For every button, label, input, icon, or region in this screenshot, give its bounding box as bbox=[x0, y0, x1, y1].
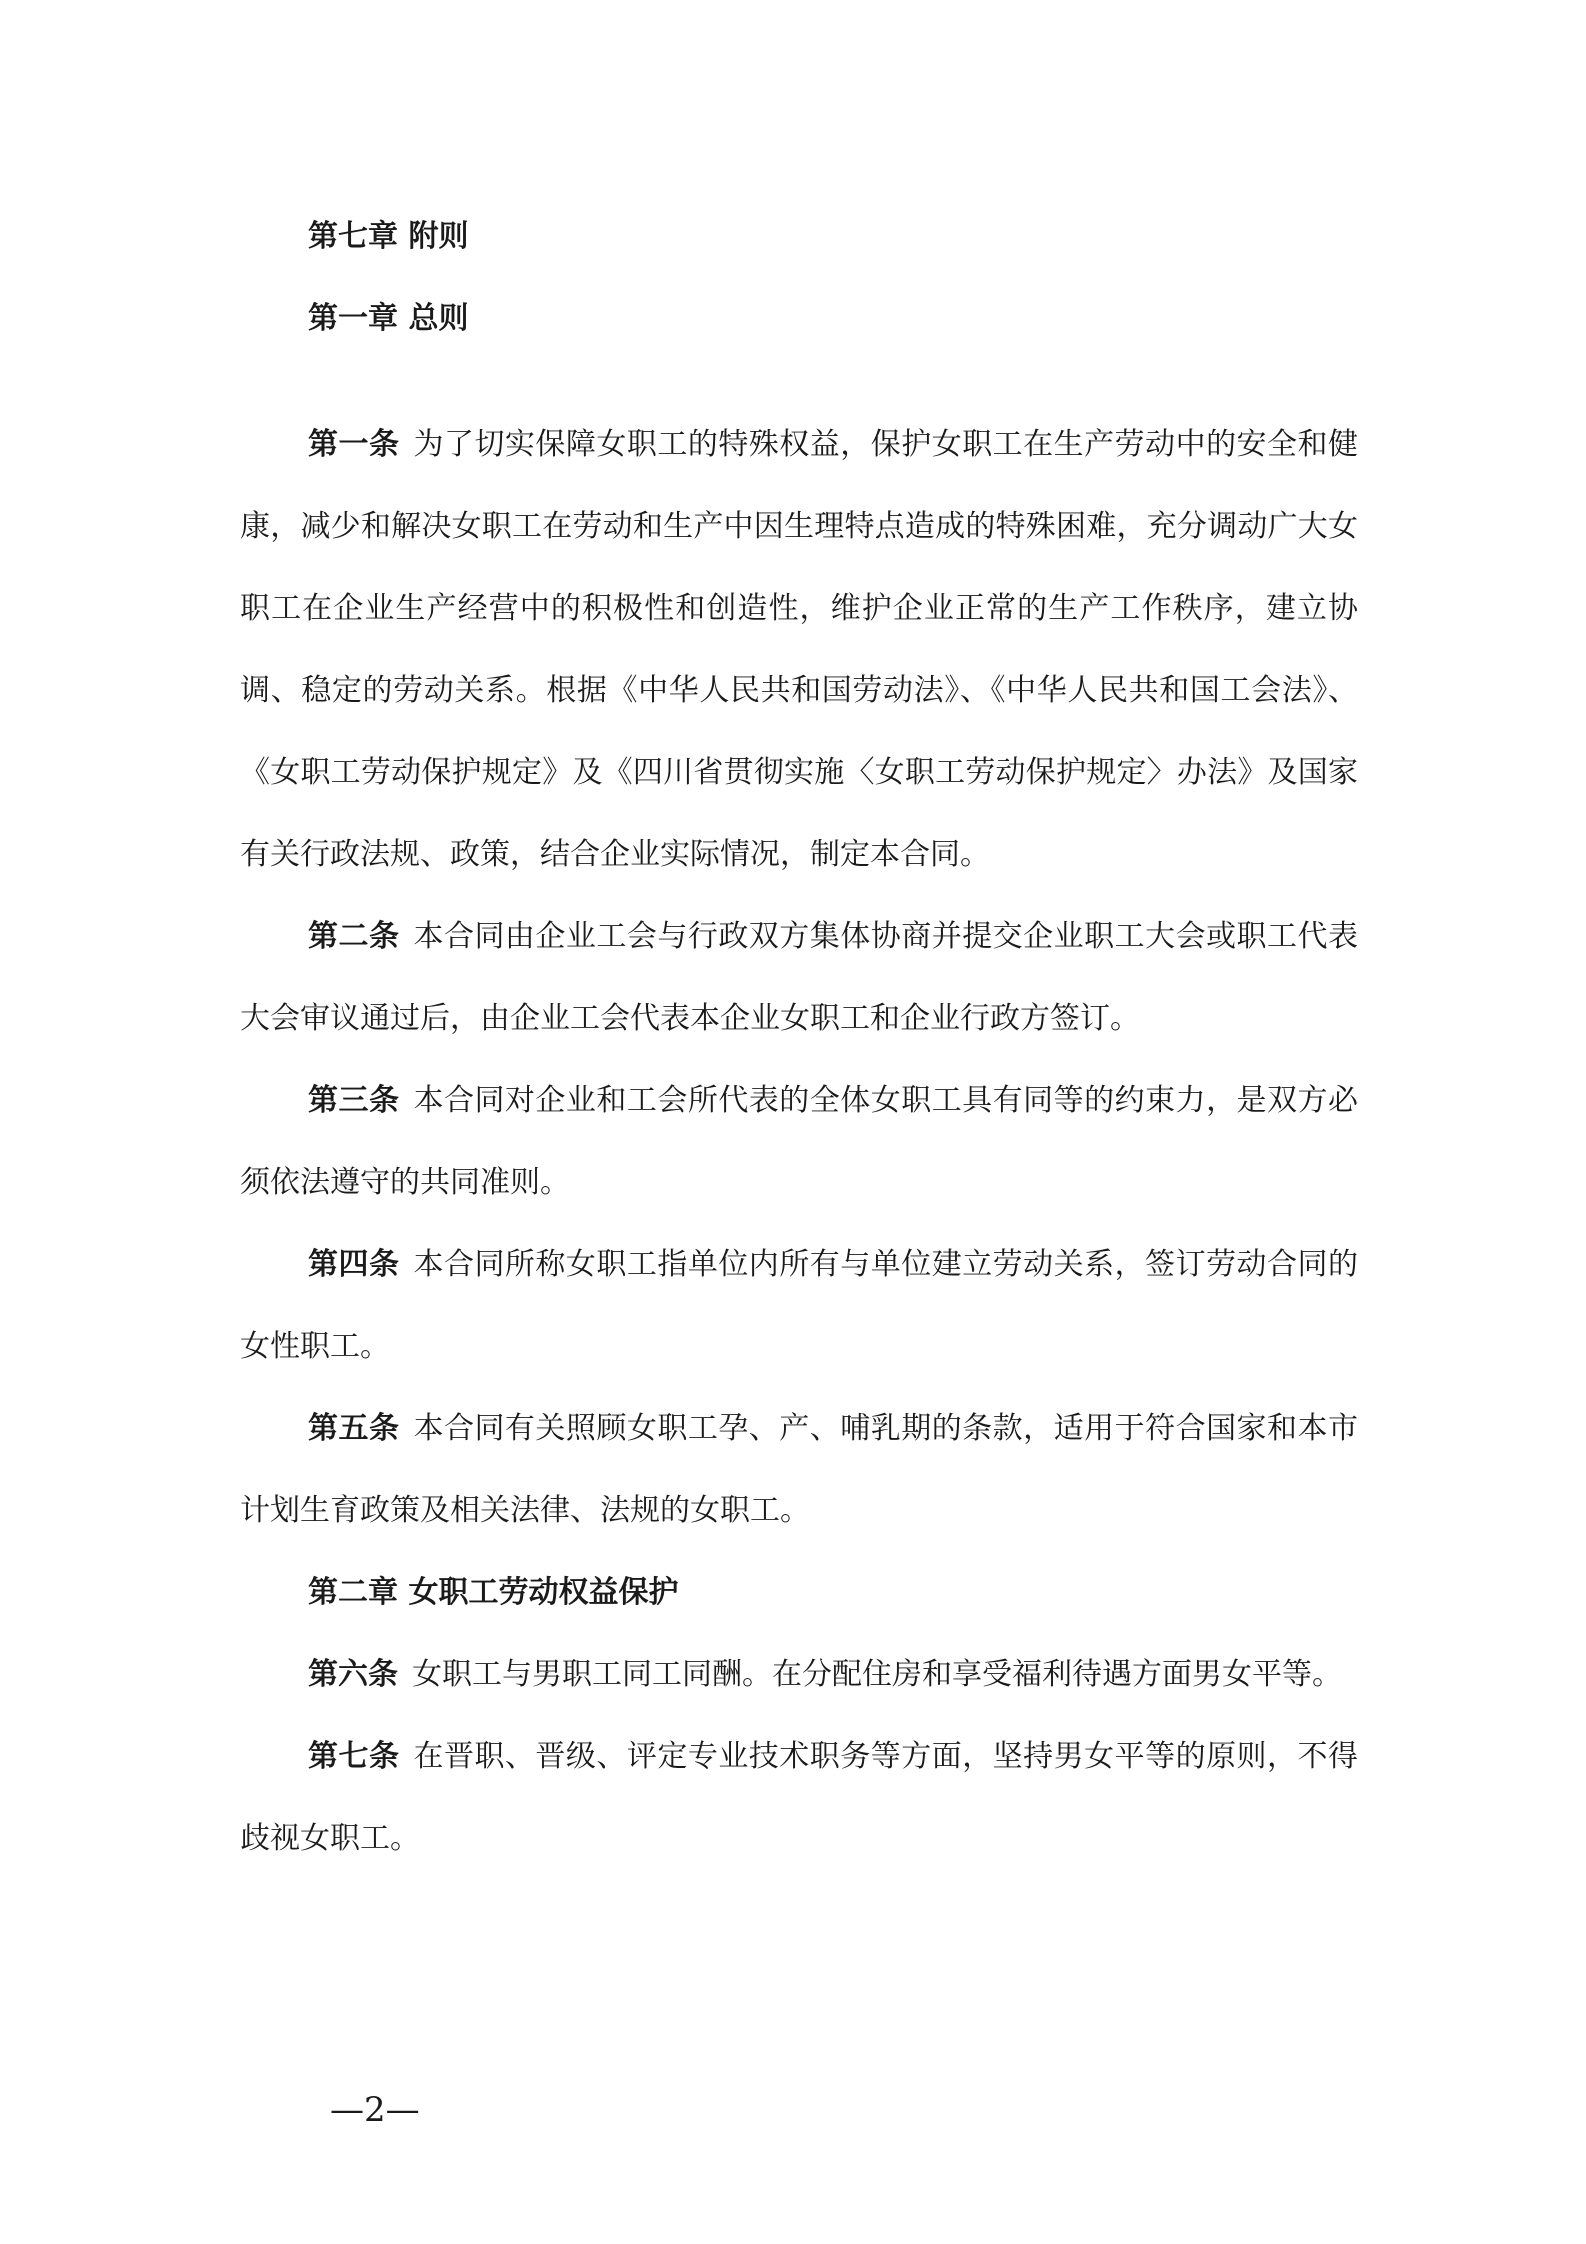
article-number: 第六条 bbox=[308, 1657, 398, 1692]
article-4 bbox=[240, 1224, 1358, 1388]
article-7 bbox=[240, 1716, 1358, 1880]
article-6 bbox=[240, 1634, 1358, 1716]
article-number: 第五条 bbox=[308, 1411, 400, 1446]
article-number: 第三条 bbox=[308, 1083, 400, 1118]
chapter-2-heading: 第二章 女职工劳动权益保护 bbox=[308, 1575, 679, 1610]
document-body bbox=[240, 196, 1358, 1880]
article-1 bbox=[240, 404, 1358, 896]
article-number: 第二条 bbox=[308, 919, 400, 954]
section-spacer bbox=[240, 360, 1358, 404]
article-text: 女职工与男职工同工同酬。在分配住房和享受福利待遇方面男女平等。 bbox=[412, 1657, 1342, 1692]
article-text: 为了切实保障女职工的特殊权益，保护女职工在生产劳动中的安全和健康，减少和解决女职工在劳动和生产中因生理特点造成的特殊困难，充分调动广大女职工在企业生产经营中的积极性和创造性，维护企业正常的生产工作秩序，建立协调、稳定的劳动关系。根据《中华人民共和国劳动法》、《中华人民共和国工会法》、《女职工劳动保护规定》及《四川省贯彻实施〈女职工劳动保护规定〉办法》及国家有关行政法规、政策，结合企业实际情况，制定本合同。 bbox=[240, 427, 1359, 872]
article-number: 第四条 bbox=[308, 1247, 400, 1282]
article-number: 第一条 bbox=[308, 427, 400, 462]
article-text: 本合同所称女职工指单位内所有与单位建立劳动关系，签订劳动合同的女性职工。 bbox=[240, 1247, 1359, 1364]
article-3 bbox=[240, 1060, 1358, 1224]
page-number: —2— bbox=[330, 2090, 420, 2130]
article-5 bbox=[240, 1388, 1358, 1552]
article-text: 本合同有关照顾女职工孕、产、哺乳期的条款，适用于符合国家和本市计划生育政策及相关法律、法规的女职工。 bbox=[240, 1411, 1359, 1528]
article-text: 本合同由企业工会与行政双方集体协商并提交企业职工大会或职工代表大会审议通过后，由企业工会代表本企业女职工和企业行政方签订。 bbox=[240, 919, 1359, 1036]
article-2 bbox=[240, 896, 1358, 1060]
article-text: 本合同对企业和工会所代表的全体女职工具有同等的约束力，是双方必须依法遵守的共同准则。 bbox=[240, 1083, 1359, 1200]
article-text: 在晋职、晋级、评定专业技术职务等方面，坚持男女平等的原则，不得歧视女职工。 bbox=[240, 1739, 1359, 1856]
article-number: 第七条 bbox=[308, 1739, 400, 1774]
chapter-7-heading: 第七章 附则 bbox=[308, 219, 469, 254]
chapter-1-heading: 第一章 总则 bbox=[308, 301, 469, 336]
